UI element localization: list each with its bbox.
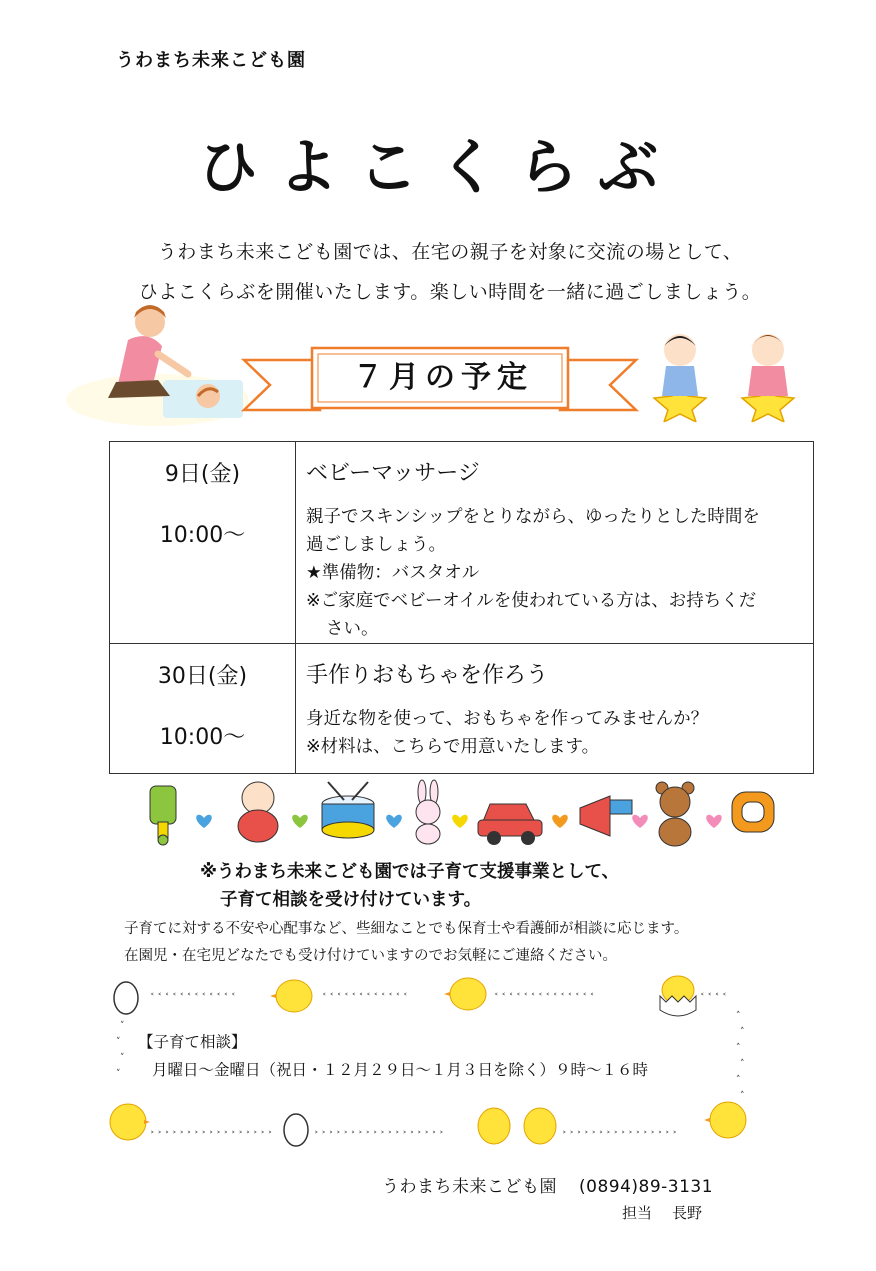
schedule-table <box>109 441 814 774</box>
event-line: ※ご家庭でベビーオイルを使われている方は、お持ちくだ <box>306 591 757 611</box>
event-line: 過ごしましょう。 <box>306 535 446 555</box>
doll-star-illustration <box>640 322 820 422</box>
page-title: ひよこくらぶ <box>198 133 678 203</box>
support-line-2: 子育て相談を受け付けています。 <box>220 890 482 910</box>
table-row <box>110 644 814 774</box>
footer-org: うわまち未来こども園 <box>382 1177 557 1197</box>
event-line: ※材料は、こちらで用意いたします。 <box>306 737 600 757</box>
org-header: うわまち未来こども園 <box>116 50 306 71</box>
event-time: 10:00～ <box>159 725 246 750</box>
mother-arm <box>158 354 188 374</box>
svg-text:˂ ˂ ˂ ˂: ˂ ˂ ˂ ˂ <box>700 993 727 1003</box>
event-date: 30日(金) <box>157 664 248 689</box>
svg-text:˄: ˄ <box>740 1091 745 1101</box>
footer-name: 長野 <box>672 1204 703 1222</box>
svg-text:˂ ˂ ˂ ˂ ˂ ˂ ˂ ˂ ˂ ˂ ˂ ˂ ˂ ˂: ˂ ˂ ˂ ˂ ˂ ˂ ˂ ˂ ˂ ˂ ˂ ˂ ˂ ˂ <box>494 993 595 1003</box>
event-line: さい。 <box>326 619 379 639</box>
chick-icon <box>704 1102 746 1138</box>
svg-text:˅: ˅ <box>120 1021 125 1031</box>
date-cell <box>110 442 296 644</box>
drum-icon <box>322 782 374 838</box>
doll-right-kimono <box>748 366 788 396</box>
rattle-icon <box>150 786 176 845</box>
teddy-bear-icon <box>656 782 694 846</box>
egg-icon <box>114 982 138 1014</box>
svg-text:˂ ˂ ˂ ˂ ˂ ˂ ˂ ˂ ˂ ˂ ˂ ˂: ˂ ˂ ˂ ˂ ˂ ˂ ˂ ˂ ˂ ˂ ˂ ˂ <box>150 993 236 1003</box>
svg-text:˂ ˂ ˂ ˂ ˂ ˂ ˂ ˂ ˂ ˂ ˂ ˂: ˂ ˂ ˂ ˂ ˂ ˂ ˂ ˂ ˂ ˂ ˂ ˂ <box>322 993 408 1003</box>
svg-text:˅: ˅ <box>120 1053 125 1063</box>
heart-icon <box>632 815 648 828</box>
svg-text:˄: ˄ <box>736 1011 741 1021</box>
details-text <box>124 916 688 970</box>
banner-right-tail <box>560 360 636 410</box>
svg-text:˃ ˃ ˃ ˃ ˃ ˃ ˃ ˃ ˃ ˃ ˃ ˃ ˃ ˃ ˃: ˃ ˃ ˃ ˃ ˃ ˃ ˃ ˃ ˃ ˃ ˃ ˃ ˃ ˃ ˃ ˃ ˃ ˃ <box>314 1131 444 1141</box>
svg-text:˅: ˅ <box>116 1037 121 1047</box>
heart-icon <box>706 815 722 828</box>
doll-icon <box>238 782 278 842</box>
details-line-1: 子育てに対する不安や心配事など、些細なことでも保育士や看護師が相談に応じます。 <box>124 921 689 937</box>
event-line: 身近な物を使って、おもちゃを作ってみませんか？ <box>306 709 709 729</box>
footprint-trail-right <box>736 1011 745 1101</box>
doll-right-head <box>752 334 784 366</box>
heart-icon <box>292 815 308 828</box>
egg-icon <box>284 1114 308 1146</box>
heart-icon <box>452 815 468 828</box>
event-line: 親子でスキンシップをとりながら、ゆったりとした時間を <box>306 507 760 527</box>
svg-text:˄: ˄ <box>740 1059 745 1069</box>
event-title: ベビーマッサージ <box>306 461 480 486</box>
footprint-trail-bottom <box>150 1130 677 1141</box>
chick-icon <box>478 1108 510 1144</box>
event-line: ★準備物：バスタオル <box>306 563 480 583</box>
svg-text:˄: ˄ <box>736 1043 741 1053</box>
support-line-1: ※うわまち未来こども園では子育て支援事業として、 <box>200 862 620 882</box>
footprint-trail-left <box>116 1021 125 1079</box>
chick-icon <box>270 980 312 1012</box>
consult-info <box>138 1028 648 1084</box>
doll-left-head <box>664 334 696 366</box>
chick-icon <box>110 1104 150 1140</box>
support-notice <box>200 858 619 914</box>
svg-text:˃ ˃ ˃ ˃ ˃ ˃ ˃ ˃ ˃ ˃ ˃ ˃ ˃ ˃ ˃: ˃ ˃ ˃ ˃ ˃ ˃ ˃ ˃ ˃ ˃ ˃ ˃ ˃ ˃ ˃ ˃ ˃ <box>150 1131 273 1141</box>
date-cell <box>110 644 296 774</box>
footer-role: 担当 <box>622 1204 653 1222</box>
heart-icon <box>552 815 568 828</box>
footer-contact <box>382 1172 735 1197</box>
consult-hours: 月曜日～金曜日（祝日・１２月２９日～１月３日を除く）９時～１６時 <box>152 1061 649 1079</box>
heart-icon <box>196 815 212 828</box>
footer-person <box>622 1202 702 1223</box>
intro-line-2: ひよこくらぶを開催いたします。楽しい時間を一緒に過ごしましょう。 <box>138 281 762 303</box>
banner-label: ７月の予定 <box>353 360 533 395</box>
event-time: 10:00～ <box>159 523 246 548</box>
content-cell <box>296 442 814 644</box>
chick-icon <box>444 978 486 1010</box>
mother-baby-illustration <box>58 300 248 430</box>
footer-phone: (0894)89-3131 <box>579 1177 714 1197</box>
rabbit-icon <box>416 780 440 844</box>
svg-text:˅: ˅ <box>116 1069 121 1079</box>
hatching-chick-icon <box>660 976 696 1016</box>
table-row <box>110 442 814 644</box>
content-cell <box>296 644 814 774</box>
consult-heading: 【子育て相談】 <box>138 1033 247 1051</box>
chick-icon <box>524 1108 556 1144</box>
toy-illustrations <box>140 778 780 848</box>
svg-text:˄: ˄ <box>740 1027 745 1037</box>
intro-line-1: うわまち未来こども園では、在宅の親子を対象に交流の場として、 <box>157 241 743 263</box>
horn-toy-icon <box>580 796 632 836</box>
heart-icon <box>386 815 402 828</box>
toy-car-icon <box>478 804 542 845</box>
doll-left-kimono <box>662 366 698 396</box>
footprint-trail-top <box>150 992 727 1003</box>
event-title: 手作りおもちゃを作ろう <box>306 663 549 688</box>
banner-left-tail <box>244 360 320 410</box>
svg-text:˃ ˃ ˃ ˃ ˃ ˃ ˃ ˃ ˃ ˃ ˃ ˃ ˃ ˃ ˃: ˃ ˃ ˃ ˃ ˃ ˃ ˃ ˃ ˃ ˃ ˃ ˃ ˃ ˃ ˃ ˃ <box>562 1131 677 1141</box>
ring-toy-icon <box>732 792 774 832</box>
details-line-2: 在園児・在宅児どなたでも受け付けていますのでお気軽にご連絡ください。 <box>124 948 617 964</box>
svg-text:˄: ˄ <box>736 1075 741 1085</box>
event-date: 9日(金) <box>164 462 241 487</box>
